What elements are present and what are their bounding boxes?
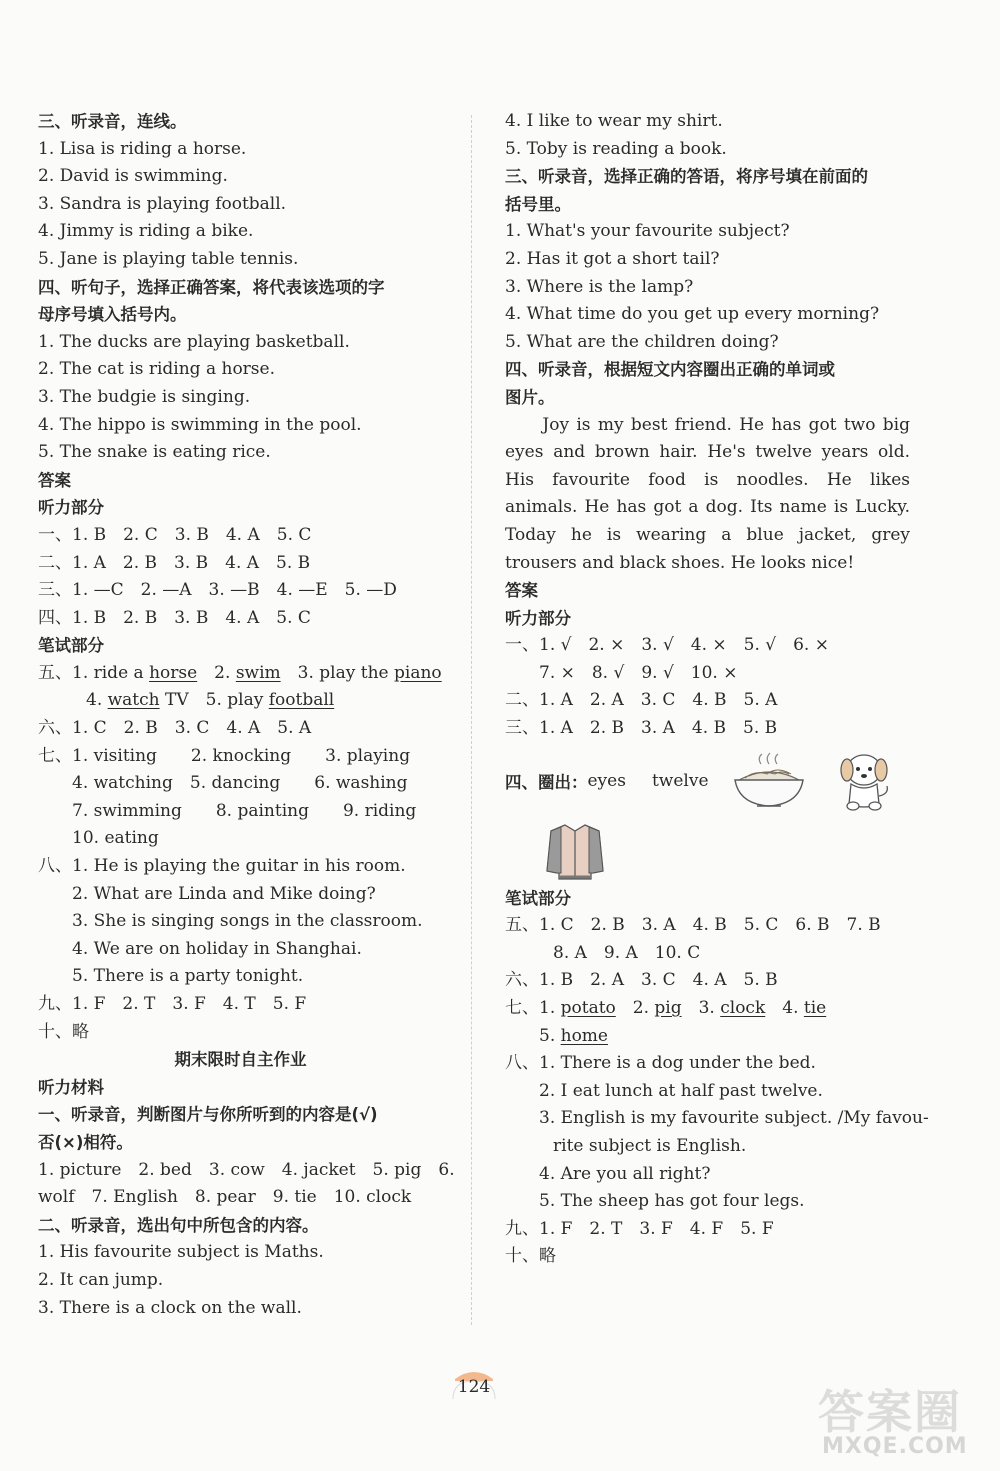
answer-line: 三、1. —C 2. —A 3. —B 4. —E 5. —D xyxy=(38,580,397,601)
circle-label: 四、圈出： xyxy=(505,772,588,792)
answer-line: rite subject is English. xyxy=(553,1136,747,1156)
list-item: 1. Lisa is riding a horse. xyxy=(38,138,247,159)
list-item: 1. The ducks are playing basketball. xyxy=(38,331,350,352)
left-column xyxy=(38,108,455,1322)
jacket-icon xyxy=(545,821,605,883)
answer-line: 3. English is my favourite subject. /My favou- xyxy=(539,1108,929,1129)
section-heading: 图片。 xyxy=(505,387,555,407)
answer-line: 八、1. There is a dog under the bed. xyxy=(505,1053,816,1074)
answer-line: 八、1. He is playing the guitar in his room. xyxy=(38,856,406,877)
answer-line: 2. I eat lunch at half past twelve. xyxy=(539,1080,823,1101)
answer-line: 九、1. F 2. T 3. F 4. T 5. F xyxy=(38,994,307,1014)
list-item: 2. Has it got a short tail? xyxy=(505,248,720,269)
final-title: 期末限时自主作业 xyxy=(174,1050,307,1070)
answer-line: 四、1. B 2. B 3. B 4. A 5. C xyxy=(38,607,311,628)
answer-line: 5. home xyxy=(539,1025,608,1046)
list-item: 2. The cat is riding a horse. xyxy=(38,359,275,380)
answer-line: 7. × 8. √ 9. √ 10. × xyxy=(539,662,738,683)
written-heading: 笔试部分 xyxy=(38,636,104,656)
answer-line: 4. We are on holiday in Shanghai. xyxy=(72,938,362,959)
right-column xyxy=(505,108,929,1271)
section-heading: 一、听录音，判断图片与你所听到的内容是(√) xyxy=(38,1105,378,1125)
answer-line: 六、1. C 2. B 3. C 4. A 5. A xyxy=(38,718,312,739)
list-item: 4. Jimmy is riding a bike. xyxy=(38,221,254,242)
section-heading: 母序号填入括号内。 xyxy=(38,305,187,325)
answer-line: 二、1. A 2. B 3. B 4. A 5. B xyxy=(38,552,311,573)
answer-line: 七、1. potato 2. pig 3. clock 4. tie xyxy=(505,998,827,1019)
answer-line: 4. watch TV 5. play football xyxy=(86,690,335,711)
answer-line: 一、1. √ 2. × 3. √ 4. × 5. √ 6. × xyxy=(505,635,829,656)
material-heading: 听力材料 xyxy=(38,1077,104,1097)
jacket-row xyxy=(505,819,910,885)
section-heading: 四、听句子，选择正确答案，将代表该选项的字 xyxy=(38,277,385,297)
dog-icon xyxy=(833,748,895,814)
list-item: 4. The hippo is swimming in the pool. xyxy=(38,414,362,435)
list-item: 3. Sandra is playing football. xyxy=(38,193,287,214)
answer-line: 十、略 xyxy=(505,1246,556,1267)
answer-line: 4. watching 5. dancing 6. washing xyxy=(72,773,408,794)
list-item: 3. Where is the lamp? xyxy=(505,276,694,297)
list-item: 2. It can jump. xyxy=(38,1269,164,1290)
circled-word-eyes: eyes xyxy=(587,770,626,791)
section-heading: 否(×)相符。 xyxy=(38,1132,133,1152)
written-heading: 笔试部分 xyxy=(505,888,571,908)
answer-line: 4. Are you all right? xyxy=(539,1163,711,1184)
answer-heading: 答案 xyxy=(505,581,538,601)
answer-line: 8. A 9. A 10. C xyxy=(553,942,701,963)
answer-line: 五、1. C 2. B 3. A 4. B 5. C 6. B 7. B xyxy=(505,915,881,936)
list-item: 1. His favourite subject is Maths. xyxy=(38,1242,324,1263)
answer-line: 六、1. B 2. A 3. C 4. A 5. B xyxy=(505,970,778,991)
answer-line: 二、1. A 2. A 3. C 4. B 5. A xyxy=(505,690,778,711)
section-heading: 二、听录音，选出句中所包含的内容。 xyxy=(38,1215,319,1235)
list-item: 4. I like to wear my shirt. xyxy=(505,111,723,131)
list-item: 1. picture 2. bed 3. cow 4. jacket 5. pig 6. xyxy=(38,1159,455,1180)
answer-line: 3. She is singing songs in the classroom. xyxy=(72,911,423,932)
page-number: 124 xyxy=(449,1365,499,1401)
list-item: wolf 7. English 8. pear 9. tie 10. clock xyxy=(38,1187,412,1208)
answer-line: 一、1. B 2. C 3. B 4. A 5. C xyxy=(38,524,312,545)
noodles-icon xyxy=(731,750,807,812)
section-heading: 四、听录音，根据短文内容圈出正确的单词或 xyxy=(505,360,835,380)
section-heading: 三、听录音，连线。 xyxy=(38,112,187,131)
answer-line: 2. What are Linda and Mike doing? xyxy=(72,883,376,904)
list-item: 1. What's your favourite subject? xyxy=(505,221,790,242)
circled-word-twelve: twelve xyxy=(651,770,709,791)
answer-line: 三、1. A 2. B 3. A 4. B 5. B xyxy=(505,718,778,739)
list-item: 4. What time do you get up every morning? xyxy=(505,304,880,325)
passage: Joy is my best friend. He has got two big eyes and brown hair. He's twelve years old. His favourite food is noodles. He likes animals. He has got a dog. Its name is Lucky. Today he is wearing a blue jacket, grey trousers and black shoes. He looks nice! xyxy=(505,414,910,573)
answer-line: 九、1. F 2. T 3. F 4. F 5. F xyxy=(505,1218,774,1239)
answer-line: 5. The sheep has got four legs. xyxy=(539,1191,805,1212)
answer-line: 7. swimming 8. painting 9. riding xyxy=(72,800,417,821)
column-divider xyxy=(471,115,472,1325)
answer-line: 五、1. ride a horse 2. swim 3. play the piano xyxy=(38,662,442,683)
list-item: 5. Toby is reading a book. xyxy=(505,138,727,159)
list-item: 5. What are the children doing? xyxy=(505,331,779,352)
list-item: 2. David is swimming. xyxy=(38,166,228,187)
section-heading: 三、听录音，选择正确的答语，将序号填在前面的 xyxy=(505,167,868,187)
section-heading: 括号里。 xyxy=(505,194,571,214)
answer-heading: 答案 xyxy=(38,470,71,490)
answer-line: 十、略 xyxy=(38,1021,89,1042)
list-item: 5. The snake is eating rice. xyxy=(38,442,271,463)
circle-answer-row xyxy=(505,743,910,819)
answer-line: 5. There is a party tonight. xyxy=(72,966,304,987)
listening-heading: 听力部分 xyxy=(505,608,571,628)
watermark: 答案圈 MXQE.COM xyxy=(818,1385,968,1459)
answer-line: 七、1. visiting 2. knocking 3. playing xyxy=(38,745,411,766)
listening-heading: 听力部分 xyxy=(38,498,104,518)
list-item: 3. There is a clock on the wall. xyxy=(38,1297,302,1318)
list-item: 3. The budgie is singing. xyxy=(38,386,251,407)
answer-line: 10. eating xyxy=(72,828,159,849)
list-item: 5. Jane is playing table tennis. xyxy=(38,248,299,269)
